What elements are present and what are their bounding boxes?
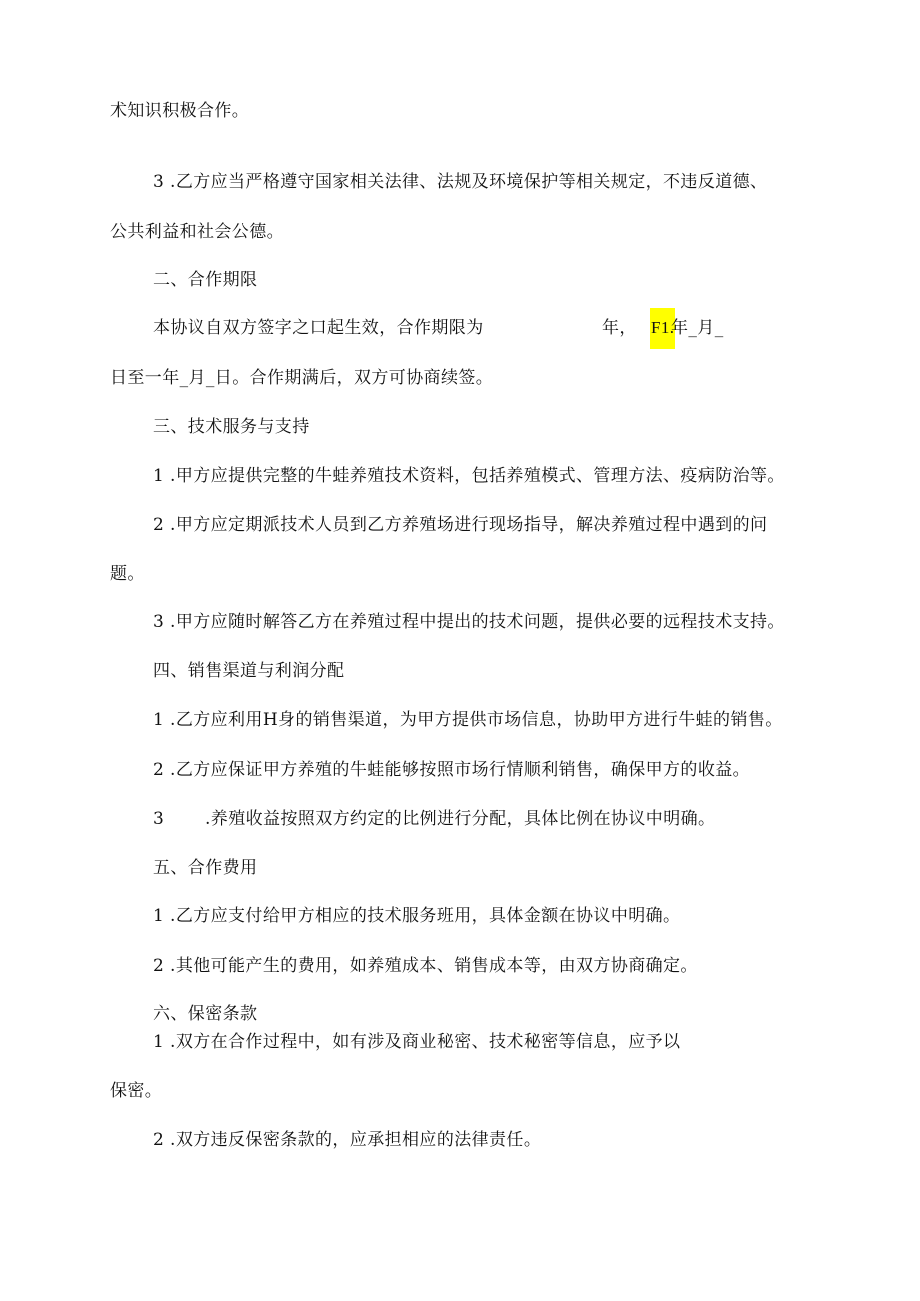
confidentiality-item-1: 1 .双方在合作过程中，如有涉及商业秘密、技术秘密等信息，应予以 bbox=[153, 1032, 681, 1052]
tech-item-3: 3 .甲方应随时解答乙方在养殖过程中提出的技术问题，提供必要的远程技术支持。 bbox=[153, 612, 785, 632]
text-line: 公共利益和社会公德。 bbox=[110, 222, 284, 242]
term-paragraph: 本协议自双方签字之口起生效，合作期限为 bbox=[153, 318, 484, 338]
highlight-mark: F1. bbox=[650, 308, 675, 349]
text-line: 保密。 bbox=[110, 1081, 163, 1101]
section-heading-term: 二、合作期限 bbox=[153, 270, 258, 290]
term-date-text: 年_月_ bbox=[671, 318, 724, 338]
section-heading-fees: 五、合作费用 bbox=[153, 858, 258, 878]
confidentiality-item-2: 2 .双方违反保密条款的，应承担相应的法律责任。 bbox=[153, 1130, 542, 1150]
sales-item-3: .养殖收益按照双方约定的比例进行分配，具体比例在协议中明确。 bbox=[205, 809, 716, 829]
section-heading-confidentiality: 六、保密条款 bbox=[153, 1004, 258, 1024]
section-heading-sales: 四、销售渠道与利润分配 bbox=[153, 661, 345, 681]
text-line: 日至一年_月_日。合作期满后，双方可协商续签。 bbox=[110, 368, 494, 388]
sales-item-3-number: 3 bbox=[153, 809, 165, 829]
sales-item-1: 1 .乙方应利用H身的销售渠道，为甲方提供市场信息，协助甲方进行牛蛙的销售。 bbox=[153, 710, 783, 730]
tech-item-2: 2 .甲方应定期派技术人员到乙方养殖场进行现场指导，解决养殖过程中遇到的问 bbox=[153, 515, 768, 535]
section-heading-tech: 三、技术服务与支持 bbox=[153, 417, 310, 437]
fees-item-2: 2 .其他可能产生的费用，如养殖成本、销售成本等，由双方协商确定。 bbox=[153, 956, 698, 976]
fees-item-1: 1 .乙方应支付给甲方相应的技术服务班用，具体金额在协议中明确。 bbox=[153, 906, 681, 926]
clause-3-paragraph: 3 .乙方应当严格遵守国家相关法律、法规及环境保护等相关规定，不违反道德、 bbox=[153, 172, 768, 192]
sales-item-2: 2 .乙方应保证甲方养殖的牛蛙能够按照市场行情顺利销售，确保甲方的收益。 bbox=[153, 760, 751, 780]
tech-item-1: 1 .甲方应提供完整的牛蛙养殖技术资料，包括养殖模式、管理方法、疫病防治等。 bbox=[153, 466, 785, 486]
text-line: 术知识积极合作。 bbox=[110, 101, 250, 121]
text-line: 题。 bbox=[110, 564, 145, 584]
term-year-text: 年， bbox=[602, 318, 637, 338]
